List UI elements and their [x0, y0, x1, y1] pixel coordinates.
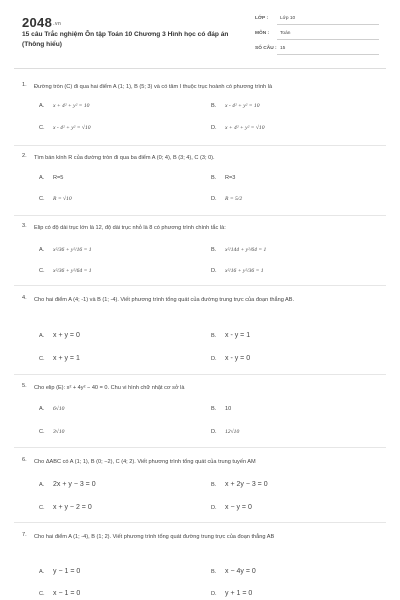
option-c[interactable]: [39, 125, 91, 131]
option-c[interactable]: [39, 504, 92, 511]
option-text: y + 1 = 0: [225, 590, 253, 597]
meta-info: [255, 12, 379, 57]
question-divider: [14, 285, 386, 286]
question-divider: [14, 522, 386, 523]
option-text: R = 5/2: [225, 196, 243, 202]
question-number: 4.: [22, 295, 27, 301]
question-text: Cho hai điểm A (1; -4), B (1; 2). Viết phương trình tổng quát đường trung trực của đoạn thẳng AB: [34, 534, 275, 540]
option-letter: C.: [39, 505, 45, 511]
question-7: [22, 532, 377, 600]
option-letter: D.: [211, 429, 217, 435]
document-header: [22, 12, 378, 58]
logo-text: 2048: [22, 15, 53, 30]
option-text: 2x + y − 3 = 0: [53, 481, 96, 488]
option-text: x + 2y − 3 = 0: [225, 481, 268, 488]
option-letter: A.: [39, 333, 45, 339]
option-letter: B.: [211, 333, 217, 339]
option-text: 6√10: [53, 406, 65, 412]
option-text: R=3: [225, 175, 236, 181]
document-title: 15 câu Trắc nghiệm Ôn tập Toán 10 Chương 3 Hình học có đáp án (Thông hiểu): [22, 31, 229, 48]
logo-suffix: .vn: [53, 20, 62, 27]
option-b[interactable]: [211, 406, 231, 412]
question-number: 3.: [22, 223, 27, 229]
option-letter: B.: [211, 175, 217, 181]
option-b[interactable]: [211, 175, 235, 181]
question-text: Cho ΔABC có A (1; 1), B (0; −2), C (4; 2). Viết phương trình tổng quát của trung tuyến AM: [34, 459, 256, 465]
option-letter: A.: [39, 247, 45, 253]
option-text: x − 1 = 0: [53, 590, 81, 597]
option-letter: C.: [39, 196, 45, 202]
option-letter: D.: [211, 196, 217, 202]
question-5: [22, 383, 377, 441]
option-text: x − y = 0: [225, 504, 252, 511]
meta-row-subject: [255, 27, 379, 42]
question-divider: [14, 145, 386, 146]
site-logo[interactable]: [22, 15, 61, 30]
option-b[interactable]: [211, 332, 250, 339]
option-a[interactable]: [39, 103, 89, 109]
option-text: x - 4² + y² = 10: [225, 103, 260, 109]
option-c[interactable]: [39, 355, 80, 362]
option-text: x²/36 + y²/64 = 1: [53, 268, 92, 274]
question-number: 7.: [22, 532, 27, 538]
option-d[interactable]: [211, 504, 252, 511]
meta-label: SỐ CÂU :: [255, 46, 277, 51]
option-text: x + 4² + y² = √10: [225, 125, 265, 131]
option-c[interactable]: [39, 590, 80, 597]
question-number: 6.: [22, 457, 27, 463]
option-letter: A.: [39, 482, 45, 488]
meta-label: LỚP :: [255, 16, 269, 21]
option-text: y − 1 = 0: [53, 568, 81, 575]
option-d[interactable]: [211, 125, 265, 131]
question-2: [22, 153, 377, 211]
option-a[interactable]: [39, 568, 80, 575]
option-text: x²/16 + y²/36 = 1: [225, 268, 264, 274]
meta-underline: [277, 24, 379, 25]
option-text: x + 4² + y² = 10: [53, 103, 90, 109]
option-letter: C.: [39, 356, 45, 362]
option-letter: D.: [211, 505, 217, 511]
option-letter: A.: [39, 175, 45, 181]
option-c[interactable]: [39, 196, 72, 202]
meta-underline: [277, 39, 379, 40]
option-letter: C.: [39, 429, 45, 435]
option-a[interactable]: [39, 332, 80, 339]
option-text: R=5: [53, 175, 64, 181]
option-b[interactable]: [211, 481, 268, 488]
option-a[interactable]: [39, 481, 96, 488]
option-letter: C.: [39, 125, 45, 131]
question-number: 2.: [22, 153, 27, 159]
meta-row-count: [255, 42, 379, 57]
meta-value: 15: [280, 46, 286, 51]
option-letter: B.: [211, 406, 217, 412]
option-letter: B.: [211, 482, 217, 488]
option-letter: A.: [39, 569, 45, 575]
question-divider: [14, 447, 386, 448]
option-text: x + y − 2 = 0: [53, 504, 92, 511]
option-b[interactable]: [211, 568, 256, 575]
question-text: Elip có độ dài trục lớn là 12, độ dài trục nhỏ là 8 có phương trình chính tắc là:: [34, 225, 226, 231]
option-letter: B.: [211, 247, 217, 253]
option-text: 10: [225, 406, 232, 412]
option-text: x + y = 0: [53, 332, 80, 339]
option-b[interactable]: [211, 247, 266, 253]
option-b[interactable]: [211, 103, 260, 109]
option-text: x - 4² + y² = √10: [53, 125, 91, 131]
option-letter: B.: [211, 103, 217, 109]
question-text: Đường tròn (C) đi qua hai điểm A (1; 1), B (5; 3) và có tâm I thuộc trục hoành có phương trình là: [34, 84, 273, 90]
option-text: x²/36 + y²/16 = 1: [53, 247, 92, 253]
option-text: x²/144 + y²/64 = 1: [225, 247, 267, 253]
header-divider: [14, 68, 386, 69]
option-text: 3√10: [53, 429, 65, 435]
meta-underline: [277, 54, 379, 55]
question-1: [22, 82, 377, 142]
question-divider: [14, 215, 386, 216]
option-text: R = √10: [53, 196, 72, 202]
option-text: x + y = 1: [53, 355, 80, 362]
question-3: [22, 223, 377, 281]
option-letter: A.: [39, 103, 45, 109]
question-text: Tìm bán kính R của đường tròn đi qua ba điểm A (0; 4), B (3; 4), C (3; 0).: [34, 155, 215, 161]
option-a[interactable]: [39, 247, 92, 253]
option-d[interactable]: [211, 268, 264, 274]
option-letter: D.: [211, 268, 217, 274]
question-4: [22, 295, 377, 365]
question-6: [22, 457, 377, 515]
option-letter: D.: [211, 125, 217, 131]
option-letter: C.: [39, 268, 45, 274]
question-number: 1.: [22, 82, 27, 88]
option-a[interactable]: [39, 175, 63, 181]
question-text: Cho hai điểm A (4; -1) và B (1; -4). Viết phương trình tổng quát của đường trung trực của đoạn thẳng AB.: [34, 297, 295, 303]
question-divider: [14, 374, 386, 375]
option-c[interactable]: [39, 429, 64, 435]
option-d[interactable]: [211, 429, 239, 435]
option-text: x − 4y = 0: [225, 568, 256, 575]
meta-row-class: [255, 12, 379, 27]
option-letter: C.: [39, 591, 45, 597]
option-d[interactable]: [211, 355, 250, 362]
option-text: x - y = 0: [225, 355, 251, 362]
option-text: 12√10: [225, 429, 240, 435]
question-number: 5.: [22, 383, 27, 389]
meta-value: Lớp 10: [280, 16, 296, 21]
option-letter: D.: [211, 356, 217, 362]
option-text: x - y = 1: [225, 332, 251, 339]
option-d[interactable]: [211, 590, 252, 597]
meta-value: Toán: [280, 31, 291, 36]
question-text: Cho elip (E): x² + 4y² − 40 = 0. Chu vi hình chữ nhật cơ sở là: [34, 385, 185, 391]
option-d[interactable]: [211, 196, 242, 202]
option-letter: D.: [211, 591, 217, 597]
meta-label: MÔN :: [255, 31, 270, 36]
option-a[interactable]: [39, 406, 64, 412]
option-c[interactable]: [39, 268, 92, 274]
option-letter: B.: [211, 569, 217, 575]
option-letter: A.: [39, 406, 45, 412]
